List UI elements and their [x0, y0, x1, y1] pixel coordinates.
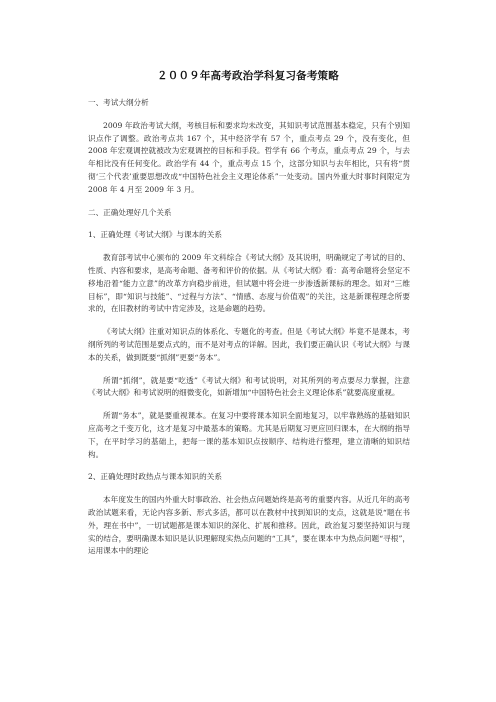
paragraph-value-textbook: 所谓“务本”，就是要重视课本。在复习中要将课本知识全面地复习，以牢靠熟练的基础知识应高考之千变万化，这才是复习中最基本的策略。尤其是后期复习更应回归课本，在大纲的指导下，在平时学习的基础上，把每一课的基本知识点按顺序、结构进行整理，建立清晰的知识结构。 — [88, 411, 410, 459]
paragraph-grasp-outline: 所谓“抓纲”，就是要“吃透”《考试大纲》和考试说明，对其所列的考点要尽力掌握，注意《考试大纲》和考试说明的细微变化，如新增加“中国特色社会主义理论体系”就要高度重视。 — [88, 375, 410, 398]
section-heading-exam-outline: 一、考试大纲分析 — [88, 98, 149, 107]
document-body — [88, 96, 410, 568]
document-title: ２００９年高考政治学科复习备考策略 — [157, 70, 339, 82]
subheading-hotspots-and-textbook: 2、正确处理时政热点与课本知识的关系 — [88, 472, 222, 482]
paragraph-outline-analysis: 2009 年政治考试大纲，考核目标和要求均未改变，其知识考试范围基本稳定，只有个别知识点作了调整。政治考点共 167 个，其中经济学有 57 个，重点考点 29 个，没有变化，但 2008 年宏观调控就被改为宏观调控的目标和手段。哲学有 66 个考点，重点考点 29 个，与去年相比没有任何变化。政治学有 44 个，重点考点 15 个，这部分知识与去年相比，只有将“贯彻‘三个代表’重要思想改成“中国特色社会主义理论体系”一处变动。国内外重大时事时间限定为 2008 年 4 月至 2009 年 3 月。 — [88, 120, 410, 194]
subheading-outline-and-textbook: 1、正确处理《考试大纲》与课本的关系 — [88, 230, 222, 240]
paragraph-outline-system: 《考试大纲》注重对知识点的体系化、专题化的考查。但是《考试大纲》毕竟不是课本，考纲所列的考试范围是要点式的，而不是对考点的详解。因此，我们要正确认识《考试大纲》与课本的关系，做到既要“抓纲”更要“务本”。 — [88, 327, 410, 362]
paragraph-outline-basis: 教育部考试中心颁布的 2009 年文科综合《考试大纲》及其说明，明确规定了考试的目的、性质、内容和要求，是高考命题、备考和评价的依据。从《考试大纲》看：高考命题将会坚定不移地沿着“能力立意”的改革方向稳步前进，但试题中将会进一步渗透新课标的理念。如对“三维目标”，即“知识与技能”、“过程与方法”、“情感、态度与价值观”的关注，这是新课程理念所要求的，在旧教材的考试中肯定涉及，这是命题的趋势。 — [88, 253, 410, 314]
section-heading-relationships: 二、正确处理好几个关系 — [88, 207, 172, 217]
paragraph-hotspots: 本年度发生的国内外重大时事政治、社会热点问题始终是高考的重要内容。从近几年的高考政治试题来看，无论内容多新、形式多活，都可以在教材中找到知识的支点，这就是说“题在书外，理在书中”，一切试题都是课本知识的深化、扩展和推移。因此，政治复习要坚持知识与现实的结合，要明确课本知识是认识理解现实热点问题的“工具”，要在课本中为热点问题“寻根”，运用课本中的理论 — [88, 495, 410, 556]
